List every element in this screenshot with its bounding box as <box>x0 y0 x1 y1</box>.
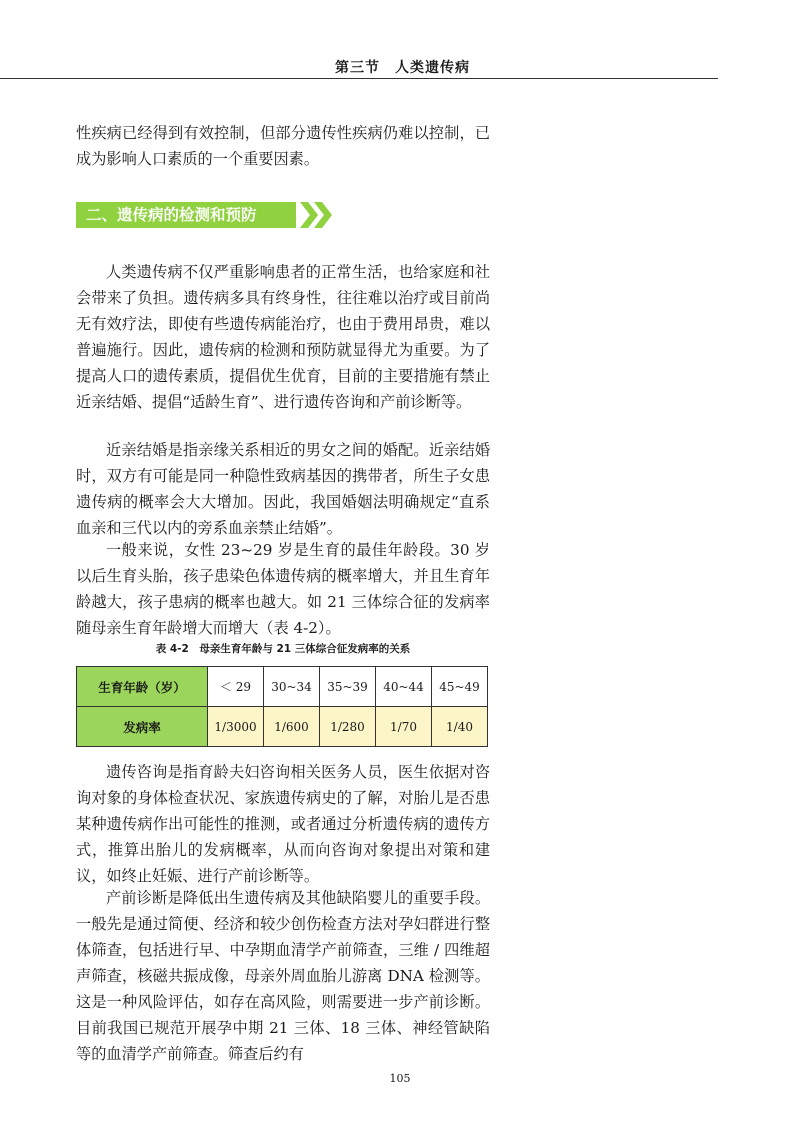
table-row <box>77 707 488 747</box>
paragraph-genetic-counseling: 遗传咨询是指育龄夫妇咨询相关医务人员，医生依据对咨询对象的身体检查状况、家族遗传病史的了解，对胎儿是否患某种遗传病作出可能性的推测，或者通过分析遗传病的遗传方式，推算出胎儿的发病概率，从而向咨询对象提出对策和建议，如终止妊娠、进行产前诊断等。 <box>76 763 490 885</box>
double-chevron-icon <box>300 202 334 228</box>
section-heading-banner <box>76 202 334 228</box>
header-title: 第三节 人类遗传病 <box>335 60 470 76</box>
paragraph-prenatal-diagnosis: 产前诊断是降低出生遗传病及其他缺陷婴儿的重要手段。一般先是通过简便、经济和较少创伤检查方法对孕妇群进行整体筛查，包括进行早、中孕期血清学产前筛查，三维 / 四维超声筛查，核磁共振成像，母亲外周血胎儿游离 DNA 检测等。这是一种风险评估，如存在高风险，则需要进一步产前诊断。目前我国已规范开展孕中期 21 三体、18 三体、神经管缺陷等的血清学产前筛查。筛查后约有 <box>76 889 490 1063</box>
rate-cell: 1/600 <box>264 707 320 747</box>
incidence-table <box>76 666 488 747</box>
paragraph-continuation: 性疾病已经得到有效控制，但部分遗传性疾病仍难以控制，已成为影响人口素质的一个重要因素。 <box>76 124 490 168</box>
age-group-cell: 40~44 <box>376 667 432 707</box>
age-group-cell: ＜ 29 <box>208 667 264 707</box>
paragraph-maternal-age: 一般来说，女性 23~29 岁是生育的最佳年龄段。30 岁以后生育头胎，孩子患染色体遗传病的概率增大，并且生育年龄越大，孩子患病的概率也越大。如 21 三体综合征的发病率随母亲生育年龄增大而增大（表 4-2）。 <box>76 541 490 637</box>
age-group-cell: 45~49 <box>432 667 488 707</box>
table-caption: 表 4-2 母亲生育年龄与 21 三体综合征发病率的关系 <box>155 643 411 655</box>
page-number: 105 <box>389 1072 411 1085</box>
age-group-cell: 30~34 <box>264 667 320 707</box>
rate-cell: 1/280 <box>320 707 376 747</box>
paragraph-intro: 人类遗传病不仅严重影响患者的正常生活，也给家庭和社会带来了负担。遗传病多具有终身性，往往难以治疗或目前尚无有效疗法，即使有些遗传病能治疗，也由于费用昂贵，难以普遍施行。因此，遗传病的检测和预防就显得尤为重要。为了提高人口的遗传素质，提倡优生优育，目前的主要措施有禁止近亲结婚、提倡“适龄生育”、进行遗传咨询和产前诊断等。 <box>76 263 490 411</box>
rate-cell: 1/3000 <box>208 707 264 747</box>
rate-cell: 1/70 <box>376 707 432 747</box>
rate-cell: 1/40 <box>432 707 488 747</box>
table-row <box>77 667 488 707</box>
section-heading: 二、遗传病的检测和预防 <box>76 202 296 228</box>
paragraph-consanguinity: 近亲结婚是指亲缘关系相近的男女之间的婚配。近亲结婚时，双方有可能是同一种隐性致病基因的携带者，所生子女患遗传病的概率会大大增加。因此，我国婚姻法明确规定“直系血亲和三代以内的旁系血亲禁止结婚”。 <box>76 441 490 537</box>
age-group-cell: 35~39 <box>320 667 376 707</box>
header-divider <box>0 78 718 79</box>
page-header <box>0 0 800 80</box>
row-header-rate: 发病率 <box>77 707 208 747</box>
row-header-age: 生育年龄（岁） <box>77 667 208 707</box>
